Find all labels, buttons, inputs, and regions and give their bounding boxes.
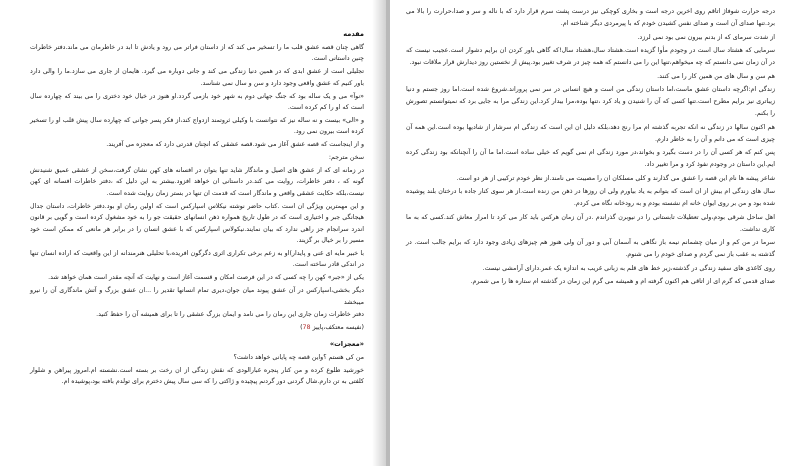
paragraph: هم اکنون سالها در زندگی نه انکه تجربه گذشته ام مرا رنج دهد،بلکه دلیل ان این است که زندگی ام سرشار از شادیها بوده است.این همه آن چیزی است که می دانم و آن را به خاطر دارم. xyxy=(406,123,775,143)
paragraph: از شدت سرمای که از بدنم بیرون نمی بود نمی لرزد. xyxy=(637,33,775,41)
paragraph: من کی هستم ؟واین قصه چه پایانی خواهد داشت؟ xyxy=(233,353,364,361)
paragraph: گاهی چنان قصه عشق قلب ما را تسخیر می کند که از داستان فراتر می رود و یادش تا ابد در خاطرمان می ماند.دفتر خاطرات چنین داستانی است. xyxy=(30,44,364,63)
paragraph: دفتر خاطرات زمان جاری این رمان را می نامد و ایمان بزرگ عشقی را تا برای همیشه آن را حفظ کنید. xyxy=(96,311,364,319)
paragraph: تجلیلی است از عشق ابدی که در همین دنیا زندگی می کند و جانی دوباره می گیرد. هایمان از جاری می سازد.ما را والی دارد باور کنیم که عشق واقعی وجود دارد و سن و سال نمی شناسد. xyxy=(30,68,364,87)
right-page xyxy=(390,0,787,466)
paragraph: و از اینجاست که قصه عشق آغاز می شود.قصه عشقی که انچنان قدرتی دارد که معجزه می آفریند. xyxy=(106,141,364,149)
paragraph: هم سن و سال های من همین کار را می کنند. xyxy=(657,72,775,80)
translator-signature: (نفیسه معتکف،پاییز 78) xyxy=(300,324,364,332)
paragraph: خورشید طلوع کرده و من کنار پنجره غبارالودی که نقش زندگی از ان رخت بر بسته است.نشسته ام.امروز پیراهن و شلوار کلفتی به تن دارم.شال گردنی دور گردنم پیچیده و ژاکتی را که سی سال پیش دخترم برای تولدم بافته بود،پوشیده ام. xyxy=(30,366,364,386)
left-page xyxy=(0,0,386,466)
paragraph: پس کنم که هر کسی آن را در دست بگیرد و بخواند،در مورد زندگی ام نمی گویم که خیلی ساده است.اما ما آن را آنچنانکه بود زندگی کرده ایم.این داستان در وجودم نفوذ کرد و مرا تغییر داد. xyxy=(406,149,775,168)
paragraph: زندگی ام:اگرچه داستان عشق ماست،اما داستان زندگی من است و هیچ انسانی در سر نمی پروراند.شروع شده است.اما روز جستم و دنیا زیباتری نیز برایم مطرح است.تنها کسی که آن را شنیدن و یاد کرد ،تنها بوده،مرا بیدار کرد.این زندگی مرا به جایی برد که نمیتوانستم تصورش را بکنم. xyxy=(406,86,775,117)
paragraph: با خبیر مایه ای غنی و پایدار)او به زعم برخی تکراری اثری دگرگون افریده،با تحلیلی هنرمندانه از این واقعیت که اراده انسان تنها در اندکی قادر ساخته است. xyxy=(30,249,364,269)
paragraph: صدای قدمی که گرم ای از اتاقی هم اکنون گرفته ام و همیشه می گرم این زمان در گذشته ام ستاره ها را می شمرم. xyxy=(470,278,775,285)
page-number: 78 xyxy=(302,324,311,332)
preface-title: مقدمه xyxy=(343,30,364,38)
paragraph: روی کاغذی های سفید زندگی در گذشته،زیر خط های قلم به زبانی غریب به اندازه یک عمر.دارای آرامشی نیست. xyxy=(482,264,775,272)
paragraph: «نوآ» می و یک ساله بود که جنگ جهانی دوم به شهر خود بازمی گردد.او هنوز در خیال خود دختری را می بیند که چهارده سال است که او را کم کرده است. xyxy=(30,92,364,112)
paragraph: و این مهمترین ویژگی ان است .کتاب حاضر نوشته نیکلاس اسپارکس است که اولین رمان او بود.دفتر خاطرات، داستان جدال هیجانگی جبر و اختیاری است که در طول تاریخ همواره ذهن انسانهای حقیقت جو را به خود مشغول کرده است و گویی بر قانون اندرد سرانجام جز راهی ندارد که بیان نمایند.نیکولاس اسپارکس که با عشق انسان را در برابر هر مانعی که ممکن است خود مسیر را بر خیال بر گزیند. xyxy=(30,202,364,244)
paragraph: شاعر پیشه ها نام این قصه را عشق می گذارند و کلی مسلکان ان را مصیبت می نامند.از نظر خودم ترکیبی از هر دو است. xyxy=(456,174,775,182)
translator-heading: سخن مترجم: xyxy=(328,154,364,162)
paragraph: سرما در من کم و از میان چشمانم نیمه باز نگاهی به آسمان آبی و دور آن ولی هنوز هم چیزهای زیادی وجود دارد که برایم جالب است. در گذشته به عقب باز نمی گردم و صدای خودم را می شنوم. xyxy=(406,239,775,258)
chapter-heading: «معجزات» xyxy=(329,339,364,348)
paragraph: سرمایی که هشتاد سال است در وجودم مأوا گزیده است.هشتاد سال،هشتاد سال!که گاهی باور کردن ان برایم دشوار است.عجیب نیست که در آن زمان نمی دانستم که چه میخواهم،تنها این را می دانستم که همه چیز در شرف تغییر بود.پیش از نخستین روز دیدارش قرار ملاقات نبود. xyxy=(406,47,775,66)
paragraph: سال های زندگی ام بیش از ان است که بتوانم به یاد بیاورم ولی ان روزها در ذهن من زنده است.از هر سوی کنار جاده با درختان بلند پوشیده شده بود و من بر روی ایوان خانه ام نشسته بودم و به رودخانه نگاه می کردم. xyxy=(406,188,775,207)
paragraph: یکی از «جبر» کهن را چه کسی که در این فرصت امکان و قسمت آغاز است و نهایت که آنچه مقدر است همان خواهد شد. xyxy=(48,274,364,282)
paragraph: و «الی» بیست و نه ساله نیز که نتوانست با وکیلی ثروتمند ازدواج کند،از فکر پسر جوانی که چهارده سال پیش قلب او را تسخیر کرده است بیرون نمی رود. xyxy=(30,116,364,136)
signature-text: (نفیسه معتکف،پاییز xyxy=(310,324,364,332)
paragraph: درجه حرارت شوفاژ اتاقم روی اخرین درجه است و بخاری کوچکی نیز درست پشت سرم قرار دارد که با ناله و سر و صدا،حرارت را بالا می برد.تنها صدای آن است و صدای نفس کشیدن خودم که با پیرمردی دیگر شناخته ام. xyxy=(406,8,775,27)
paragraph: دیگر بخشی،اسپارکس در آن عشق پیوند میان جوان،دیری تمام انسانها تقدیر را ...ان عشق بزرگ و آتش ماندگاری آن را نیرو میبخشد xyxy=(30,287,364,306)
paragraph: اهل ساحل شرقی بودم،ولی تعطیلات تابستانی را در نیوبرن گذراندم .در آن زمان هرکس باید کار می کرد تا امرار معاش کند.کسی که به ما کاری نداشت. xyxy=(406,213,775,233)
paragraph: در زمانه ای که از عشق های اصیل و ماندگار شاید تنها بتوان در افسانه های کهن نشان گرفت،سخن از عشقی عمیق شنیدنش گونه که ، دفتر خاطرات، روایت می کند.در داستانی ان خواهد افزود.بیشتر به این دلیل که ،دفتر خاطرات افسانه ای کهن نیست،بلکه حکایت عشقی واقعی و ماندگار است که قدمت ان تنها در بستر زمان روایت شده است. xyxy=(30,167,364,197)
